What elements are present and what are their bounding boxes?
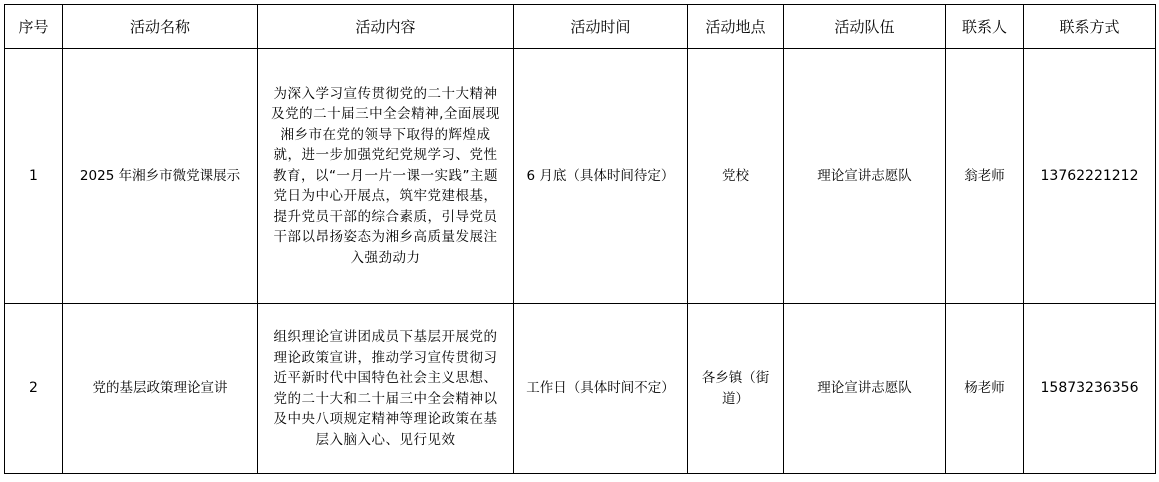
contact-phone: 15873236356	[1024, 304, 1156, 474]
contact-person: 翁老师	[946, 49, 1024, 304]
table-row	[5, 304, 1156, 474]
row-index: 2	[5, 304, 63, 474]
activity-place: 各乡镇（街道）	[688, 304, 784, 474]
activity-content: 组织理论宣讲团成员下基层开展党的理论政策宣讲，推动学习宣传贯彻习近平新时代中国特色社会主义思想、党的二十大和二十届三中全会精神以及中央八项规定精神等理论政策在基层入脑入心、见行见效	[258, 304, 514, 474]
activity-name: 2025 年湘乡市微党课展示	[63, 49, 258, 304]
activity-name: 党的基层政策理论宣讲	[63, 304, 258, 474]
activity-table-container	[4, 4, 1156, 474]
activity-team: 理论宣讲志愿队	[784, 49, 946, 304]
activity-time: 6 月底（具体时间待定）	[514, 49, 688, 304]
contact-person: 杨老师	[946, 304, 1024, 474]
header-contact-person: 联系人	[946, 5, 1024, 49]
header-activity-content: 活动内容	[258, 5, 514, 49]
table-row	[5, 49, 1156, 304]
activity-team: 理论宣讲志愿队	[784, 304, 946, 474]
row-index: 1	[5, 49, 63, 304]
header-activity-place: 活动地点	[688, 5, 784, 49]
table-header-row	[5, 5, 1156, 49]
header-index: 序号	[5, 5, 63, 49]
contact-phone: 13762221212	[1024, 49, 1156, 304]
header-contact-phone: 联系方式	[1024, 5, 1156, 49]
header-activity-name: 活动名称	[63, 5, 258, 49]
activity-content: 为深入学习宣传贯彻党的二十大精神及党的二十届三中全会精神,全面展现湘乡市在党的领导下取得的辉煌成就，进一步加强党纪党规学习、党性教育，以“一月一片一课一实践”主题党日为中心开展点，筑牢党建根基，提升党员干部的综合素质，引导党员干部以昂扬姿态为湘乡高质量发展注入强劲动力	[258, 49, 514, 304]
header-activity-team: 活动队伍	[784, 5, 946, 49]
activity-place: 党校	[688, 49, 784, 304]
activity-time: 工作日（具体时间不定）	[514, 304, 688, 474]
header-activity-time: 活动时间	[514, 5, 688, 49]
activity-table	[4, 4, 1156, 474]
